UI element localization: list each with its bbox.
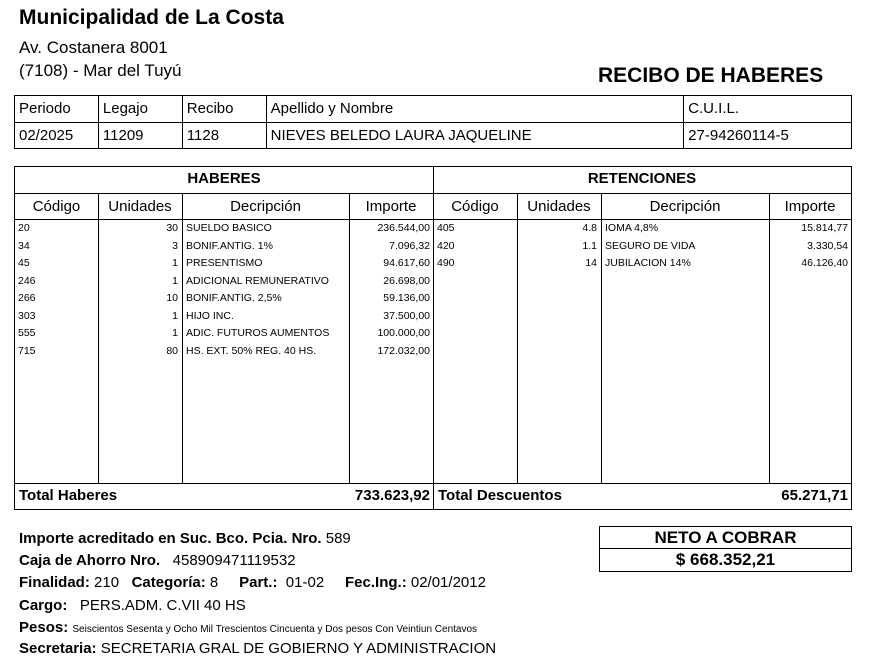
retenciones-code-header: Código	[451, 198, 499, 215]
cuil-value: 27-94260114-5	[684, 122, 852, 149]
account-value: 458909471119532	[172, 552, 296, 569]
haberes-code-cell: 303	[18, 309, 36, 322]
net-pay-value: $ 668.352,21	[675, 550, 776, 569]
retenciones-units-cell: 1.1	[582, 239, 597, 252]
bank-value: 589	[325, 530, 351, 547]
categoria-value: 8	[209, 574, 219, 591]
haberes-units-cell: 1	[172, 274, 178, 287]
retenciones-desc-cell: IOMA 4,8%	[605, 222, 659, 234]
haberes-desc-header: Decripción	[230, 198, 301, 215]
haberes-amount-cell: 7.096,32	[389, 239, 430, 252]
document-title: RECIBO DE HABERES	[598, 64, 824, 87]
finalidad-value: 210	[94, 574, 120, 591]
retenciones-amount-cell: 46.126,40	[801, 257, 848, 269]
column-line	[769, 193, 770, 483]
haberes-units-header: Unidades	[108, 198, 172, 215]
haberes-amount-cell: 59.136,00	[383, 292, 430, 304]
column-line	[349, 193, 350, 483]
categoria-label: Categoría:	[131, 574, 206, 591]
column-line	[182, 193, 183, 483]
part-value: 01-02	[285, 574, 325, 591]
retenciones-units-header: Unidades	[527, 198, 591, 215]
haberes-desc-cell: HS. EXT. 50% REG. 40 HS.	[186, 344, 317, 357]
payroll-table	[14, 166, 852, 510]
period-label: Periodo	[15, 96, 99, 123]
cargo-label: Cargo:	[19, 597, 68, 614]
column-line	[517, 193, 518, 483]
haberes-units-cell: 3	[172, 239, 178, 252]
cuil-label: C.U.I.L.	[684, 96, 852, 123]
retenciones-code-cell: 405	[437, 222, 455, 234]
total-descuentos-value: 65.271,71	[781, 487, 848, 504]
haberes-code-cell: 555	[18, 327, 36, 339]
haberes-units-cell: 1	[172, 257, 178, 269]
address-line-1: Av. Costanera 8001	[19, 38, 168, 57]
secretaria-line	[19, 640, 496, 657]
haberes-units-cell: 1	[172, 309, 178, 322]
pesos-value: Seiscientos Sesenta y Ocho Mil Trescientos Cincuenta y Dos pesos Con Veintiun Centavos	[72, 624, 478, 635]
haberes-amount-cell: 236.544,00	[377, 222, 430, 234]
secretaria-value: SECRETARIA GRAL DE GOBIERNO Y ADMINISTRACION	[100, 640, 497, 657]
cargo-value: PERS.ADM. C.VII 40 HS	[79, 597, 246, 614]
haberes-title: HABERES	[187, 170, 261, 187]
haberes-desc-cell: ADICIONAL REMUNERATIVO	[186, 274, 329, 287]
haberes-amount-cell: 94.617,60	[383, 257, 430, 269]
retenciones-desc-cell: SEGURO DE VIDA	[605, 239, 696, 252]
haberes-desc-cell: BONIF.ANTIG. 2,5%	[186, 292, 282, 304]
retenciones-units-cell: 4.8	[582, 222, 597, 234]
retenciones-amount-cell: 3.330,54	[807, 239, 848, 252]
name-value: NIEVES BELEDO LAURA JAQUELINE	[266, 122, 684, 149]
haberes-desc-cell: HIJO INC.	[186, 309, 234, 322]
haberes-amount-cell: 172.032,00	[377, 344, 430, 357]
section-separator	[433, 167, 434, 509]
haberes-code-cell: 266	[18, 292, 36, 304]
haberes-desc-cell: BONIF.ANTIG. 1%	[186, 239, 273, 252]
haberes-units-cell: 30	[166, 222, 178, 234]
period-value: 02/2025	[15, 122, 99, 149]
finalidad-line	[19, 574, 486, 591]
column-line	[98, 193, 99, 483]
cargo-line	[19, 597, 246, 614]
haberes-code-cell: 45	[18, 257, 30, 269]
part-label: Part.:	[239, 574, 278, 591]
employee-id-table	[14, 95, 852, 149]
retenciones-desc-header: Decripción	[649, 198, 721, 215]
total-haberes-label: Total Haberes	[19, 487, 118, 504]
haberes-code-header: Código	[32, 198, 81, 215]
haberes-code-cell: 34	[18, 239, 30, 252]
haberes-amount-cell: 26.698,00	[383, 274, 430, 287]
pesos-line	[19, 619, 477, 636]
haberes-units-cell: 10	[166, 292, 178, 304]
organization-name: Municipalidad de La Costa	[19, 6, 284, 29]
retenciones-code-cell: 420	[437, 239, 455, 252]
haberes-amount-cell: 37.500,00	[383, 309, 430, 322]
secretaria-label: Secretaria:	[19, 640, 97, 657]
retenciones-amount-cell: 15.814,77	[801, 222, 848, 234]
retenciones-title: RETENCIONES	[587, 170, 697, 187]
haberes-units-cell: 1	[172, 327, 178, 339]
address-line-2: (7108) - Mar del Tuyú	[19, 61, 182, 80]
bank-label: Importe acreditado en Suc. Bco. Pcia. Nro.	[19, 530, 322, 547]
account-line	[19, 552, 296, 569]
account-label: Caja de Ahorro Nro.	[19, 552, 161, 569]
fecing-label: Fec.Ing.:	[345, 574, 407, 591]
net-pay-box	[599, 526, 852, 572]
haberes-code-cell: 20	[18, 222, 30, 234]
haberes-amount-cell: 100.000,00	[377, 327, 430, 339]
legajo-label: Legajo	[98, 96, 182, 123]
haberes-desc-cell: ADIC. FUTUROS AUMENTOS	[186, 327, 330, 339]
haberes-code-cell: 715	[18, 344, 36, 357]
recibo-label: Recibo	[182, 96, 266, 123]
bank-line	[19, 530, 351, 547]
legajo-value: 11209	[98, 122, 182, 149]
recibo-value: 1128	[182, 122, 266, 149]
column-line	[601, 193, 602, 483]
retenciones-desc-cell: JUBILACION 14%	[605, 257, 691, 269]
total-haberes-value: 733.623,92	[354, 487, 430, 504]
pesos-label: Pesos:	[19, 619, 69, 636]
retenciones-units-cell: 14	[585, 257, 597, 269]
haberes-desc-cell: SUELDO BASICO	[186, 222, 272, 234]
haberes-code-cell: 246	[18, 274, 36, 287]
retenciones-amount-header: Importe	[784, 198, 836, 215]
retenciones-code-cell: 490	[437, 257, 455, 269]
net-pay-label: NETO A COBRAR	[600, 527, 851, 549]
fecing-value: 02/01/2012	[410, 574, 486, 591]
haberes-amount-header: Importe	[365, 198, 417, 215]
total-descuentos-label: Total Descuentos	[438, 487, 562, 504]
haberes-units-cell: 80	[166, 344, 178, 357]
name-label: Apellido y Nombre	[266, 96, 684, 123]
haberes-desc-cell: PRESENTISMO	[186, 257, 263, 269]
finalidad-label: Finalidad:	[19, 574, 90, 591]
